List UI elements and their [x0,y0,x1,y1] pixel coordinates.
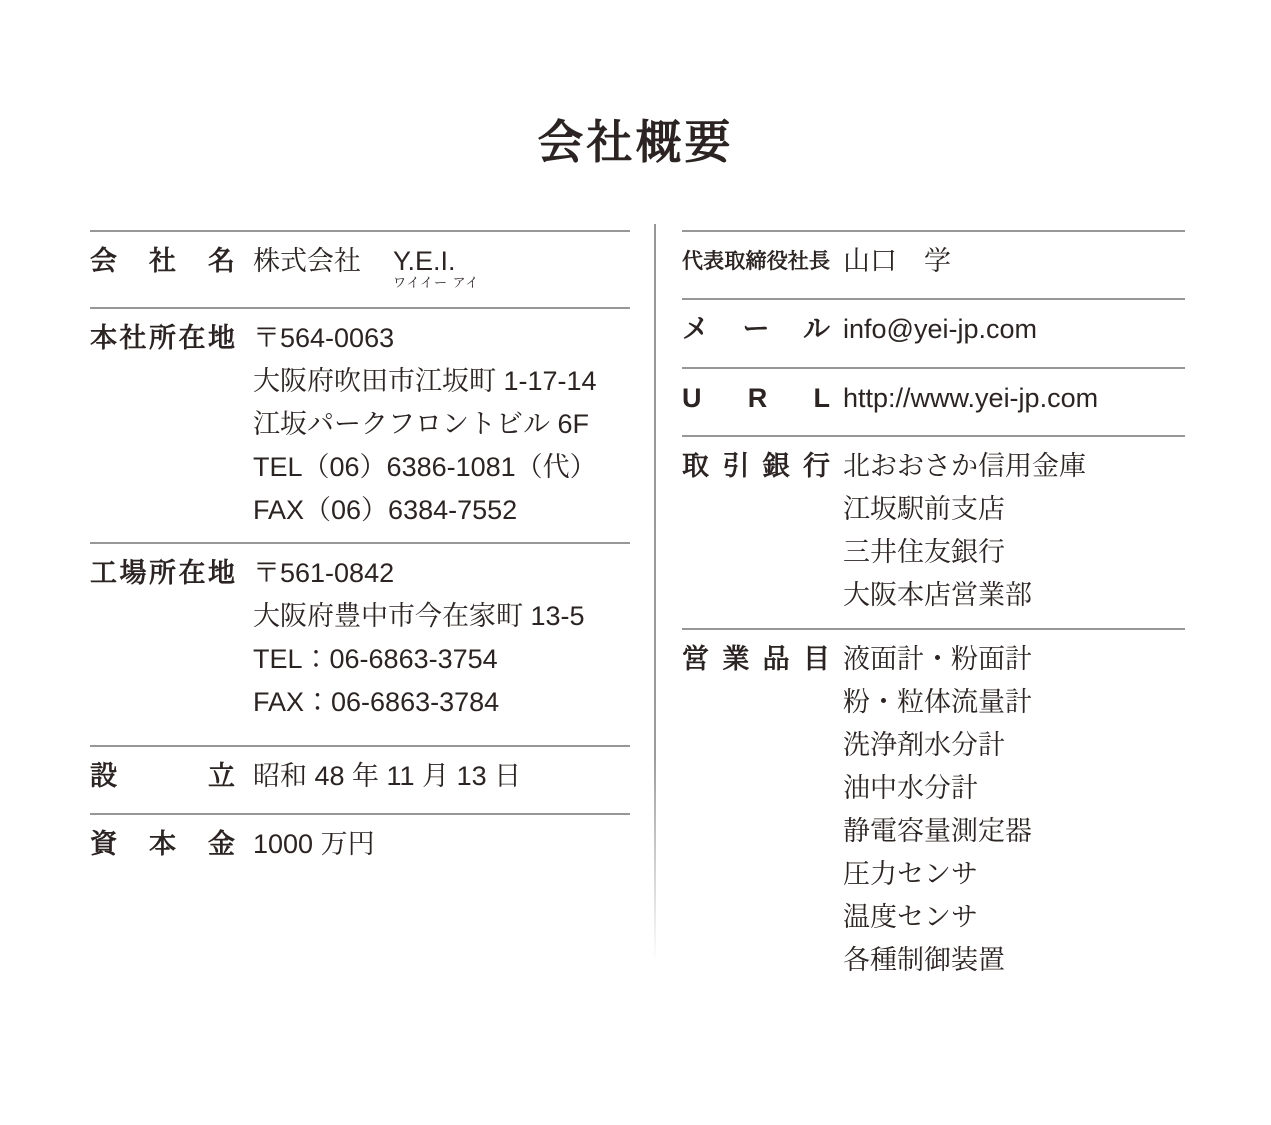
company-name-row [90,230,630,307]
president-value [843,240,951,283]
company-name-label: 会 社 名 [90,246,235,276]
company-prefix: 株式会社 [253,246,361,276]
url-row [682,367,1185,435]
value-line: 静電容量測定器 [843,816,1032,846]
head-office-label: 本 社 所 在 地 [90,323,235,353]
factory-label: 工 場 所 在 地 [90,558,235,588]
value-line: FAX（06）6384-7552 [253,495,518,525]
company-name-value [253,240,479,290]
value-line: 洗浄剤水分計 [843,730,1005,760]
left-column [90,230,630,866]
president-row [682,230,1185,298]
products-label: 営 業 品 目 [682,644,830,674]
value-line: info@yei-jp.com [843,314,1037,344]
column-divider [654,224,656,962]
value-line: 大阪府豊中市今在家町 13-5 [253,601,585,631]
capital-row [90,813,630,866]
page-title: 会社概要 [537,116,734,168]
value-line: 液面計・粉面計 [843,644,1032,674]
established-row [90,745,630,813]
value-line: TEL：06-6863-3754 [253,644,498,674]
products-value [843,638,1032,982]
banks-row [682,435,1185,628]
value-line: 油中水分計 [843,773,978,803]
value-line: 大阪府吹田市江坂町 1-17-14 [253,366,597,396]
value-line: 〒561-0842 [253,558,395,588]
company-name-ruby: ワイイー アイ [393,275,480,290]
value-line: 江坂パークフロントビル 6F [253,409,590,439]
products-row [682,628,1185,982]
established-label: 設 立 [90,761,235,791]
value-line: http://www.yei-jp.com [843,383,1099,413]
banks-label: 取 引 銀 行 [682,451,830,481]
value-line: 昭和 48 年 11 月 13 日 [253,761,522,791]
head-office-value [253,317,597,532]
url-value [843,377,1098,420]
value-line: 1000 万円 [253,829,375,859]
value-line: FAX：06-6863-3784 [253,687,500,717]
value-line: 各種制御装置 [843,945,1005,975]
capital-value [253,823,375,866]
established-value [253,755,521,798]
value-line: 〒564-0063 [253,323,395,353]
value-line: 温度センサ [843,902,978,932]
president-label: 代 表 取 締 役 社 長 [682,250,830,273]
value-line: 大阪本店営業部 [843,580,1032,610]
head-office-row [90,307,630,542]
value-line: TEL（06）6386-1081（代） [253,452,597,482]
value-line: 北おおさか信用金庫 [843,451,1086,481]
value-line: 山口 学 [843,246,951,276]
value-line: 圧力センサ [843,859,978,889]
company-name-en-wrap [393,240,479,290]
capital-label: 資 本 金 [90,829,235,859]
company-name-en: Y.E.I. [393,246,456,276]
right-column [682,230,1185,982]
banks-value [843,445,1086,617]
value-line: 三井住友銀行 [843,537,1005,567]
email-label: メ ー ル [682,314,830,344]
email-value [843,308,1037,351]
email-row [682,298,1185,367]
value-line: 江坂駅前支店 [843,494,1005,524]
url-label: U R L [682,383,830,413]
factory-row [90,542,630,745]
factory-value [253,552,585,724]
value-line: 粉・粒体流量計 [843,687,1032,717]
